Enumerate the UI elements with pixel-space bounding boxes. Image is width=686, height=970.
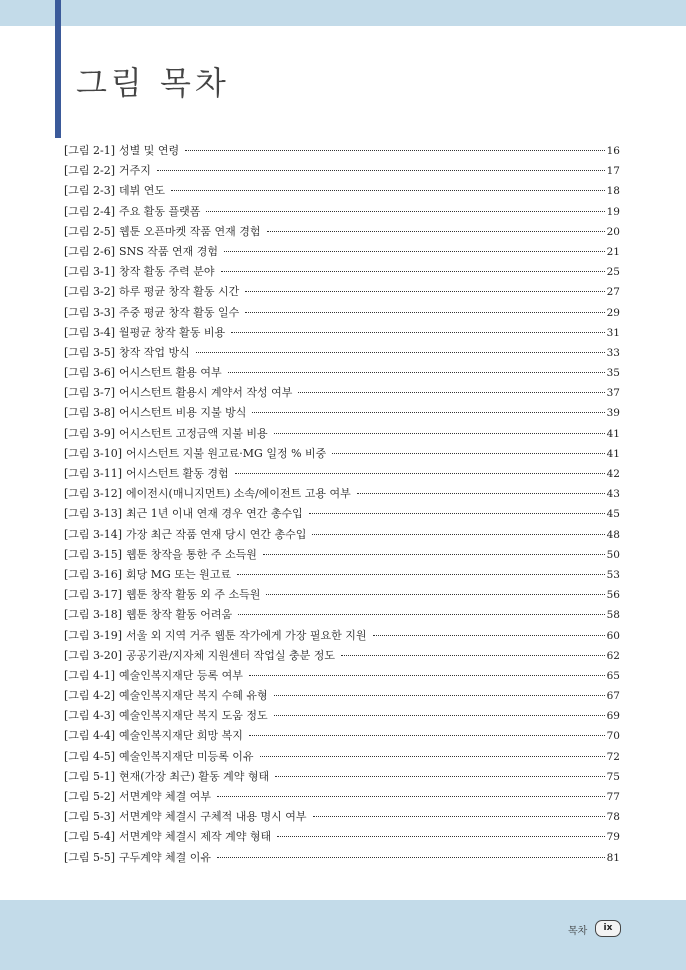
toc-entry[interactable] — [64, 565, 620, 585]
page-number: 27 — [606, 286, 620, 299]
dot-leader — [206, 211, 604, 212]
toc-entry[interactable] — [64, 282, 620, 302]
figure-number: [그림 4-4] — [64, 729, 116, 743]
figure-number: [그림 2-3] — [64, 184, 116, 198]
page-number: 16 — [606, 145, 620, 157]
page-number: 29 — [606, 306, 620, 319]
dot-leader — [373, 635, 605, 636]
toc-entry[interactable] — [64, 605, 620, 625]
dot-leader — [217, 796, 605, 797]
figure-number: [그림 3-18] — [64, 608, 123, 622]
figure-number: [그림 5-1] — [64, 769, 116, 783]
figure-number: [그림 5-5] — [64, 850, 116, 864]
figure-number: [그림 2-5] — [64, 224, 116, 238]
dot-leader — [274, 433, 605, 434]
figure-title: 예술인복지재단 미등록 이유 — [119, 749, 254, 763]
page-number: 42 — [606, 468, 620, 480]
figure-number: [그림 3-16] — [64, 567, 123, 581]
page-number: 79 — [606, 831, 620, 844]
toc-entry[interactable] — [64, 525, 620, 545]
figure-number: [그림 2-4] — [64, 204, 116, 218]
figure-title: 회당 MG 또는 원고료 — [126, 567, 231, 581]
figure-number: [그림 3-8] — [64, 406, 116, 420]
dot-leader — [313, 816, 605, 817]
toc-entry[interactable] — [64, 666, 620, 686]
page-number: 50 — [606, 548, 620, 561]
figure-number: [그림 3-6] — [64, 366, 116, 380]
toc-entry[interactable] — [64, 424, 620, 444]
page-number-badge: ix — [595, 920, 621, 937]
figure-number: [그림 3-3] — [64, 305, 116, 319]
figure-number: [그림 3-4] — [64, 325, 116, 339]
toc-entry[interactable] — [64, 747, 620, 767]
figure-title: 주요 활동 플랫폼 — [119, 204, 201, 218]
page-number: 65 — [606, 669, 620, 682]
dot-leader — [235, 473, 605, 474]
dot-leader — [260, 756, 605, 757]
page-number: 53 — [606, 568, 620, 581]
page-number: 39 — [606, 407, 620, 420]
figure-number: [그림 3-17] — [64, 588, 123, 602]
page-number: 19 — [606, 205, 620, 218]
dot-leader — [263, 554, 605, 555]
toc-entry[interactable] — [64, 848, 620, 868]
figure-title: 월평균 창작 활동 비용 — [119, 325, 226, 339]
figure-title: 구두계약 체결 이유 — [119, 850, 212, 864]
dot-leader — [312, 534, 604, 535]
figure-title: 창작 활동 주력 분야 — [119, 265, 215, 279]
figure-title: 주중 평균 창작 활동 일수 — [119, 305, 240, 319]
figure-number: [그림 5-3] — [64, 810, 116, 824]
figure-title: 어시스턴트 비용 지불 방식 — [119, 406, 247, 420]
page-number: 41 — [606, 447, 620, 460]
figure-title: 최근 1년 이내 연재 경우 연간 총수입 — [126, 507, 303, 521]
page-number: 25 — [606, 266, 620, 279]
page-number: 43 — [606, 488, 620, 501]
toc-entry[interactable] — [64, 787, 620, 807]
figure-number: [그림 5-4] — [64, 830, 116, 844]
dot-leader — [249, 675, 605, 676]
page-number: 77 — [606, 791, 620, 803]
figure-title: 예술인복지재단 희망 복지 — [119, 729, 243, 743]
page-number: 20 — [606, 225, 620, 238]
figure-number: [그림 2-6] — [64, 244, 116, 258]
page-number: 48 — [606, 528, 620, 541]
figure-title: 서면계약 체결시 제작 계약 형태 — [119, 830, 272, 844]
dot-leader — [298, 392, 604, 393]
page-number: 56 — [606, 589, 620, 602]
toc-entry[interactable] — [64, 141, 620, 161]
figure-number: [그림 4-2] — [64, 689, 116, 703]
page-number: 75 — [606, 770, 620, 783]
top-band — [0, 0, 686, 26]
dot-leader — [275, 776, 604, 777]
toc-entry[interactable] — [64, 686, 620, 706]
page-number: 70 — [606, 730, 620, 743]
toc-entry[interactable] — [64, 262, 620, 282]
page-number: 35 — [606, 367, 620, 380]
page-number: 31 — [606, 326, 620, 339]
toc-entry[interactable] — [64, 444, 620, 464]
dot-leader — [196, 352, 605, 353]
toc-entry[interactable] — [64, 323, 620, 343]
figure-number: [그림 5-2] — [64, 790, 116, 803]
figure-title: 웹툰 창작 활동 외 주 소득원 — [126, 588, 261, 602]
figure-title: 예술인복지재단 복지 도움 정도 — [119, 709, 268, 723]
dot-leader — [221, 271, 605, 272]
toc-entry[interactable] — [64, 827, 620, 847]
toc-entry[interactable] — [64, 181, 620, 201]
toc-entry[interactable] — [64, 242, 620, 262]
page-number: 67 — [606, 690, 620, 703]
figure-number: [그림 3-9] — [64, 426, 116, 440]
dot-leader — [237, 574, 605, 575]
dot-leader — [274, 695, 605, 696]
dot-leader — [309, 513, 605, 514]
dot-leader — [274, 715, 605, 716]
figure-number: [그림 3-20] — [64, 648, 123, 662]
dot-leader — [238, 614, 604, 615]
figure-title: SNS 작품 연재 경험 — [119, 244, 218, 258]
page-number: 62 — [606, 649, 620, 662]
toc-entry[interactable] — [64, 343, 620, 363]
page-number: 58 — [606, 609, 620, 622]
figure-number: [그림 3-2] — [64, 285, 116, 299]
figure-number: [그림 3-12] — [64, 487, 123, 501]
figure-title: 어시스턴트 활동 경험 — [126, 467, 229, 480]
toc-entry[interactable] — [64, 585, 620, 605]
figure-title: 서면계약 체결 여부 — [119, 790, 212, 803]
figure-number: [그림 3-7] — [64, 386, 116, 400]
figure-number: [그림 3-19] — [64, 628, 123, 642]
footer-section-label: 목차 — [568, 926, 588, 937]
toc-entry[interactable] — [64, 403, 620, 423]
page-number: 18 — [606, 185, 620, 198]
toc-entry[interactable] — [64, 303, 620, 323]
page-number: 41 — [606, 427, 620, 440]
accent-bar — [55, 0, 61, 138]
dot-leader — [224, 251, 605, 252]
figure-title: 웹툰 창작을 통한 주 소득원 — [126, 547, 257, 561]
toc-entry[interactable] — [64, 363, 620, 383]
figure-title: 예술인복지재단 복지 수혜 유형 — [119, 689, 268, 703]
dot-leader — [341, 655, 605, 656]
figure-number: [그림 3-14] — [64, 527, 123, 541]
page-number: 69 — [606, 710, 620, 723]
toc-entry[interactable] — [64, 504, 620, 524]
figure-title: 에이전시(매니지먼트) 소속/에이전트 고용 여부 — [126, 487, 351, 501]
figure-title: 예술인복지재단 등록 여부 — [119, 668, 243, 682]
toc-entry[interactable] — [64, 464, 620, 484]
page-title: 그림 목차 — [76, 64, 230, 102]
figure-number: [그림 3-5] — [64, 345, 116, 359]
page-number: 21 — [606, 245, 620, 258]
toc-entry[interactable] — [64, 767, 620, 787]
figure-number: [그림 4-3] — [64, 709, 116, 723]
figure-title: 현재(가장 최근) 활동 계약 형태 — [119, 769, 270, 783]
figure-title: 어시스턴트 활용시 계약서 작성 여부 — [119, 386, 293, 400]
toc-entry[interactable] — [64, 626, 620, 646]
dot-leader — [245, 291, 604, 292]
figure-number: [그림 2-1] — [64, 144, 116, 157]
dot-leader — [277, 836, 604, 837]
figure-list — [64, 141, 620, 868]
page-number: 33 — [606, 346, 620, 359]
toc-entry[interactable] — [64, 484, 620, 504]
figure-number: [그림 3-1] — [64, 265, 116, 279]
page-number: 60 — [606, 629, 620, 642]
figure-title: 어시스턴트 고정금액 지불 비용 — [119, 426, 268, 440]
toc-entry[interactable] — [64, 202, 620, 222]
figure-title: 거주지 — [119, 164, 151, 178]
toc-entry[interactable] — [64, 726, 620, 746]
page-number: 72 — [606, 750, 620, 763]
figure-title: 서면계약 체결시 구체적 내용 명시 여부 — [119, 810, 307, 824]
page-number: 81 — [606, 851, 620, 864]
dot-leader — [157, 170, 605, 171]
figure-number: [그림 3-11] — [64, 467, 123, 480]
figure-title: 가장 최근 작품 연재 당시 연간 총수입 — [126, 527, 307, 541]
dot-leader — [332, 453, 604, 454]
figure-title: 웹툰 창작 활동 어려움 — [126, 608, 233, 622]
dot-leader — [228, 372, 605, 373]
toc-entry[interactable] — [64, 222, 620, 242]
figure-title: 성별 및 연령 — [119, 144, 180, 157]
toc-entry[interactable] — [64, 706, 620, 726]
figure-title: 공공기관/지자체 지원센터 작업실 충분 정도 — [126, 648, 336, 662]
page-number: 78 — [606, 811, 620, 824]
figure-number: [그림 3-13] — [64, 507, 123, 521]
figure-number: [그림 3-10] — [64, 446, 123, 460]
figure-title: 어시스턴트 활용 여부 — [119, 366, 222, 380]
toc-entry[interactable] — [64, 545, 620, 565]
page-number: 37 — [606, 387, 620, 400]
dot-leader — [245, 312, 604, 313]
toc-entry[interactable] — [64, 383, 620, 403]
toc-entry[interactable] — [64, 807, 620, 827]
figure-number: [그림 3-15] — [64, 547, 123, 561]
figure-title: 데뷔 연도 — [119, 184, 166, 198]
dot-leader — [249, 735, 605, 736]
dot-leader — [171, 190, 605, 191]
toc-entry[interactable] — [64, 161, 620, 181]
dot-leader — [266, 594, 604, 595]
page-number: 45 — [606, 508, 620, 521]
figure-title: 어시스턴트 지불 원고료·MG 일정 % 비중 — [126, 446, 327, 460]
dot-leader — [231, 332, 604, 333]
page-number: 17 — [606, 165, 620, 178]
figure-title: 창작 작업 방식 — [119, 345, 190, 359]
figure-title: 하루 평균 창작 활동 시간 — [119, 285, 240, 299]
figure-number: [그림 2-2] — [64, 164, 116, 178]
figure-number: [그림 4-1] — [64, 668, 116, 682]
dot-leader — [217, 857, 605, 858]
dot-leader — [357, 493, 605, 494]
toc-entry[interactable] — [64, 646, 620, 666]
dot-leader — [185, 150, 604, 151]
dot-leader — [267, 231, 605, 232]
dot-leader — [252, 412, 604, 413]
figure-title: 웹툰 오픈마켓 작품 연재 경험 — [119, 224, 261, 238]
figure-number: [그림 4-5] — [64, 749, 116, 763]
figure-title: 서울 외 지역 거주 웹툰 작가에게 가장 필요한 지원 — [126, 628, 367, 642]
